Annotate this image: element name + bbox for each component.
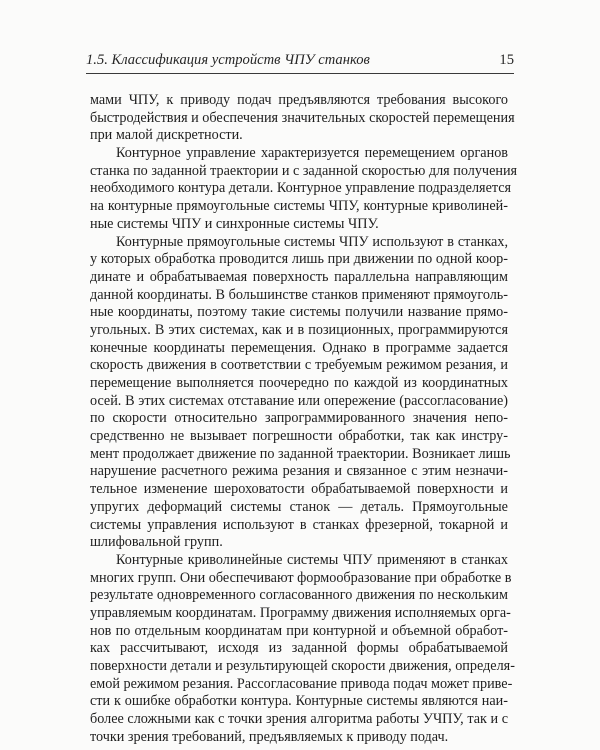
text-line: емой режимом резания. Рассогласование привода подач может приве- [90, 675, 513, 692]
header-rule [86, 73, 514, 74]
text-line: результате одновременного согласованного движения по нескольким [90, 587, 508, 604]
text-line: угольных. В этих системах, как и в позиционных, программируются [90, 321, 508, 338]
text-line: у которых обработка проводится лишь при движении по одной коор- [90, 251, 508, 268]
text-line: необходимого контура детали. Контурное управление подразделяется [90, 180, 512, 197]
paragraph [90, 233, 511, 552]
text-line: тельное изменение шероховатости обрабатываемой поверхности и [90, 481, 508, 498]
paragraph [90, 551, 515, 747]
text-line: мами ЧПУ, к приводу подач предъявляются требования высокого [90, 92, 508, 108]
text-line: более сложными как с точки зрения алгоритма работы УЧПУ, так и с [90, 711, 508, 728]
text-line: быстродействия и обеспечения значительных скоростей перемещения [90, 109, 515, 126]
text-line: точки зрения требований, предъявляемых к приводу подач. [90, 728, 449, 745]
page-number: 15 [499, 52, 514, 68]
text-line: сти к ошибке обработки контура. Контурные системы являются наи- [90, 693, 508, 710]
text-line: нарушение расчетного режима резания и связанное с этим незначи- [90, 463, 508, 480]
section-title: 1.5. Классификация устройств ЧПУ станков [86, 52, 370, 68]
text-line: шлифовальной групп. [90, 534, 223, 551]
text-line: управляемым координатам. Программу движения исполняемых орга- [90, 604, 511, 621]
text-line: скорость движения в соответствии с требуемым режимом резания, и [90, 357, 508, 374]
text-line: станка по заданной траектории и с заданной скоростью для получения [90, 162, 518, 179]
text-line: на контурные прямоугольные системы ЧПУ, контурные криволиней- [90, 198, 508, 215]
text-line: Контурные криволинейные системы ЧПУ применяют в станках [116, 551, 508, 568]
text-line: Контурные прямоугольные системы ЧПУ используют в станках, [116, 233, 508, 250]
text-line: по скорости относительно запрограммированного значения непо- [90, 410, 508, 427]
text-line: упругих деформаций системы станок — деталь. Прямоугольные [90, 498, 508, 515]
text-line: системы управления используют в станках фрезерной, токарной и [90, 516, 508, 533]
text-line: многих групп. Они обеспечивают формообразование при обработке в [90, 569, 512, 586]
text-line: ные системы ЧПУ и синхронные системы ЧПУ. [90, 215, 379, 232]
text-line: мент продолжает движение по заданной траектории. Возникает лишь [90, 445, 511, 462]
running-header [86, 52, 514, 72]
text-line: ках рассчитывают, исходя из заданной формы обрабатываемой [90, 640, 508, 657]
text-line: средственно не вызывает погрешности обработки, так как инстру- [90, 428, 508, 445]
text-line: данной координаты. В большинстве станков применяют прямоуголь- [90, 286, 508, 303]
paragraph [90, 145, 518, 233]
text-line: поверхности детали и результирующей скорости движения, определя- [90, 658, 515, 674]
text-line: конечные координаты перемещения. Однако в программе задается [90, 339, 508, 356]
text-line: динате и обрабатываемая поверхность параллельна направляющим [90, 268, 508, 285]
text-line: Контурное управление характеризуется перемещением органов [116, 145, 508, 162]
text-line: осей. В этих системах отставание или опережение (рассогласование) [90, 392, 508, 409]
paragraph [90, 92, 515, 145]
text-line: при малой дискретности. [90, 127, 243, 144]
text-line: ные координаты, поэтому такие системы получили название прямо- [90, 304, 508, 321]
body-text [90, 92, 518, 746]
text-line: перемещение выполняется поочередно по каждой из координатных [90, 375, 508, 391]
text-line: нов по отдельным координатам при контурной и объемной обработ- [90, 622, 508, 639]
